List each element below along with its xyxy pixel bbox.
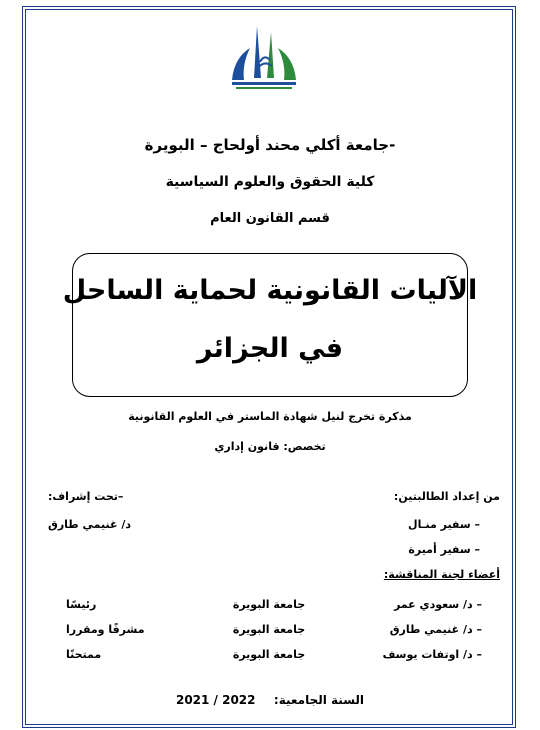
committee-member-3-institution: جامعة البويرة	[232, 648, 306, 661]
university-name: جامعة أكلي محند أولحاج – البويرة-	[144, 136, 396, 154]
committee-member-3-role: ممتحنًا	[66, 648, 102, 661]
thesis-title-line2: في الجزائر	[196, 333, 344, 364]
students-label: من إعداد الطالبتين:	[393, 490, 500, 503]
committee-label: أعضاء لجنة المناقشة:	[383, 568, 500, 581]
faculty-name: كلية الحقوق والعلوم السياسية	[165, 174, 375, 190]
committee-member-3-name: – د/ اوتفات يوسف	[382, 648, 482, 661]
academic-year-label: السنة الجامعية:	[273, 693, 365, 707]
committee-member-2-role: مشرفًا ومقررا	[66, 623, 145, 636]
specialty: تخصص: قانون إداري	[214, 440, 326, 453]
committee-member-1-institution: جامعة البويرة	[232, 598, 306, 611]
supervisor-name: د/ غنيمي طارق	[48, 518, 131, 531]
memo-description: مذكرة تخرج لنيل شهادة الماستر في العلوم القانونية	[128, 410, 412, 423]
committee-member-2-institution: جامعة البويرة	[232, 623, 306, 636]
committee-member-2-name: – د/ غنيمي طارق	[389, 623, 482, 636]
department-name: قسم القانون العام	[210, 211, 330, 226]
academic-year-value: 2021 / 2022	[175, 693, 256, 707]
academic-year	[0, 693, 540, 707]
thesis-title-line1: الآليات القانونية لحماية الساحل	[62, 275, 478, 306]
committee-member-1-role: رئيسًا	[66, 598, 97, 611]
committee-member-1-name: – د/ سعودي عمر	[393, 598, 482, 611]
student-2: – سفير أميرة	[408, 543, 480, 556]
university-logo	[224, 18, 304, 96]
supervision-label: –تحت إشراف:	[48, 490, 124, 503]
student-1: – سفير منـال	[408, 518, 480, 531]
